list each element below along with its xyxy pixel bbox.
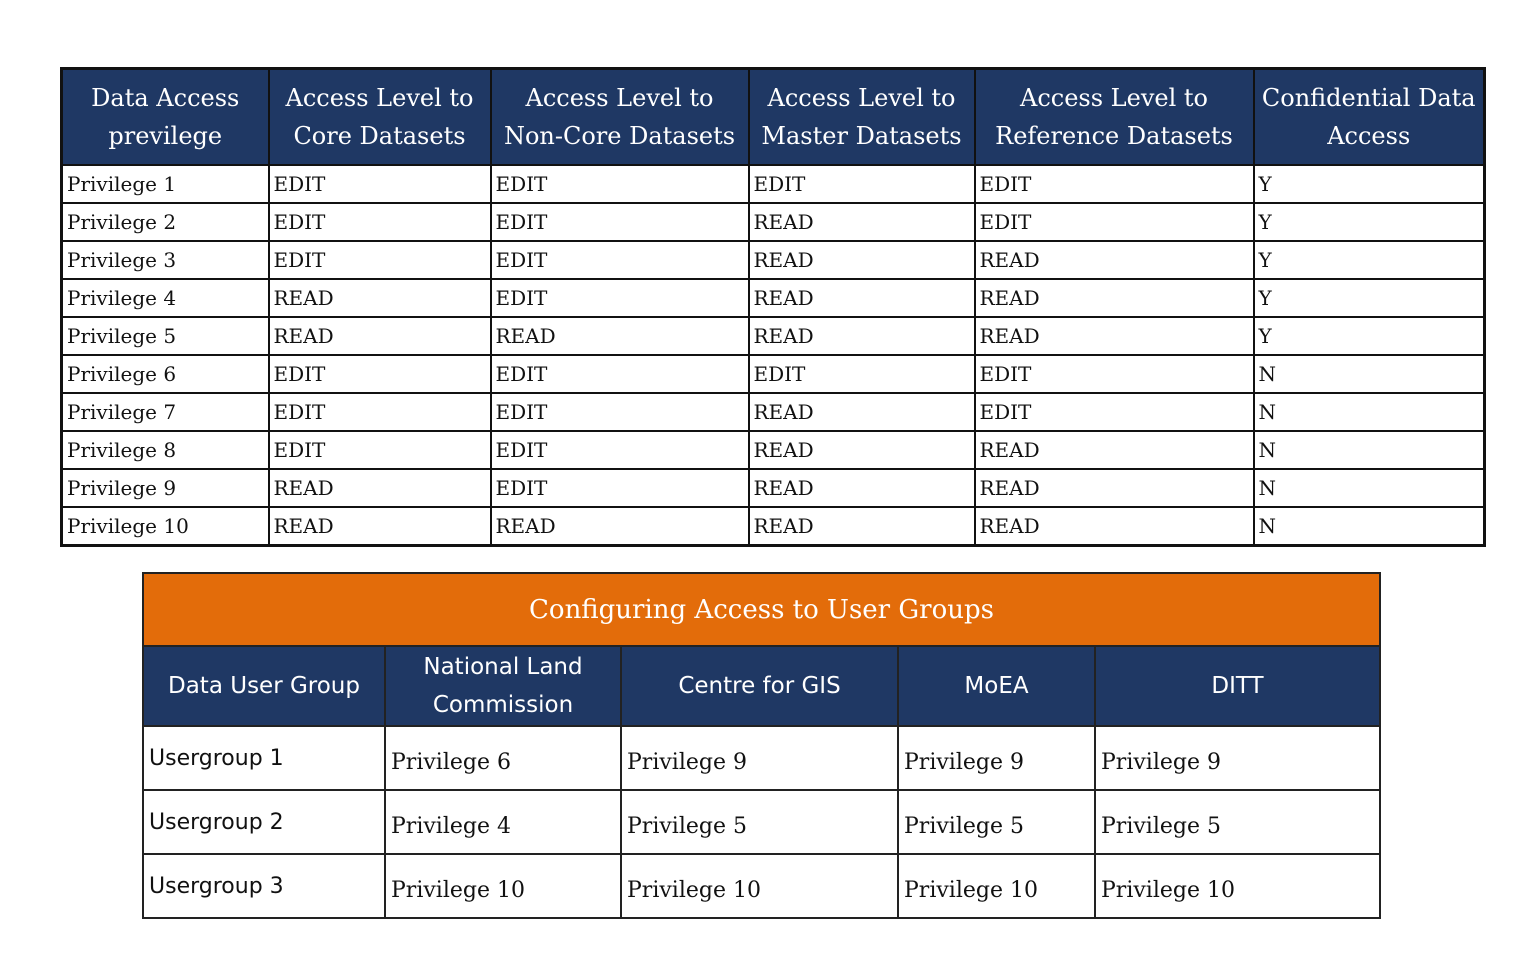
- privilege-table-body: [62, 165, 1485, 546]
- header-moea: MoEA: [898, 646, 1095, 726]
- table-cell: EDIT: [269, 165, 491, 203]
- header-centre-for-gis: Centre for GIS: [621, 646, 898, 726]
- header-ditt: DITT: [1095, 646, 1380, 726]
- table-cell: READ: [269, 279, 491, 317]
- table-row: [62, 317, 1485, 355]
- table-cell: READ: [749, 431, 975, 469]
- table-cell: EDIT: [491, 279, 749, 317]
- table-cell: EDIT: [975, 203, 1254, 241]
- table-cell: Privilege 9: [1095, 726, 1380, 790]
- table-row: [62, 241, 1485, 279]
- table-row: [143, 854, 1380, 918]
- table-cell: Privilege 7: [62, 393, 269, 431]
- header-data-access-privilege: Data Access previlege: [62, 69, 269, 166]
- table-cell: EDIT: [491, 431, 749, 469]
- table-cell: READ: [269, 507, 491, 546]
- table-cell: READ: [749, 279, 975, 317]
- table-cell: EDIT: [491, 203, 749, 241]
- table-row: [62, 355, 1485, 393]
- table-row: [62, 279, 1485, 317]
- table-cell: Privilege 1: [62, 165, 269, 203]
- table-cell: EDIT: [975, 355, 1254, 393]
- table-cell: EDIT: [269, 431, 491, 469]
- table-row: [62, 203, 1485, 241]
- table-cell: Privilege 5: [621, 790, 898, 854]
- table-cell: EDIT: [975, 165, 1254, 203]
- table-cell: Privilege 10: [898, 854, 1095, 918]
- user-group-table: [142, 572, 1381, 919]
- table-cell: READ: [975, 469, 1254, 507]
- table-cell: EDIT: [269, 241, 491, 279]
- table-row: [62, 431, 1485, 469]
- table-cell: Privilege 5: [62, 317, 269, 355]
- table-cell: Usergroup 3: [143, 854, 385, 918]
- table-cell: READ: [269, 317, 491, 355]
- header-reference-datasets: Access Level to Reference Datasets: [975, 69, 1254, 166]
- table-cell: EDIT: [491, 393, 749, 431]
- table-row: [62, 165, 1485, 203]
- table-cell: N: [1254, 431, 1485, 469]
- table-cell: Privilege 8: [62, 431, 269, 469]
- table-cell: Privilege 6: [385, 726, 621, 790]
- table-cell: READ: [749, 469, 975, 507]
- user-group-title-row: [143, 573, 1380, 646]
- table-cell: EDIT: [269, 355, 491, 393]
- table-cell: Privilege 3: [62, 241, 269, 279]
- table-cell: READ: [975, 317, 1254, 355]
- table-cell: Y: [1254, 165, 1485, 203]
- table-cell: Y: [1254, 241, 1485, 279]
- table-cell: Privilege 9: [62, 469, 269, 507]
- table-cell: READ: [749, 507, 975, 546]
- table-row: [62, 507, 1485, 546]
- table-row: [62, 393, 1485, 431]
- header-non-core-datasets: Access Level to Non-Core Datasets: [491, 69, 749, 166]
- table-cell: Usergroup 1: [143, 726, 385, 790]
- user-group-table-body: [143, 726, 1380, 918]
- table-cell: READ: [975, 279, 1254, 317]
- user-group-header-row: [143, 646, 1380, 726]
- table-cell: N: [1254, 469, 1485, 507]
- table-cell: EDIT: [491, 241, 749, 279]
- table-cell: Privilege 9: [621, 726, 898, 790]
- table-cell: Privilege 10: [621, 854, 898, 918]
- header-master-datasets: Access Level to Master Datasets: [749, 69, 975, 166]
- table-cell: READ: [749, 317, 975, 355]
- table-cell: Privilege 6: [62, 355, 269, 393]
- privilege-table-header-row: [62, 69, 1485, 166]
- table-cell: Y: [1254, 279, 1485, 317]
- table-row: [62, 469, 1485, 507]
- table-cell: READ: [269, 469, 491, 507]
- table-cell: Usergroup 2: [143, 790, 385, 854]
- table-cell: Privilege 10: [1095, 854, 1380, 918]
- table-cell: Y: [1254, 317, 1485, 355]
- table-cell: Y: [1254, 203, 1485, 241]
- table-cell: Privilege 2: [62, 203, 269, 241]
- header-core-datasets: Access Level to Core Datasets: [269, 69, 491, 166]
- header-national-land-commission: National Land Commission: [385, 646, 621, 726]
- table-cell: READ: [749, 241, 975, 279]
- table-row: [143, 790, 1380, 854]
- table-cell: Privilege 9: [898, 726, 1095, 790]
- table-cell: Privilege 4: [62, 279, 269, 317]
- table-cell: READ: [491, 317, 749, 355]
- table-cell: READ: [975, 241, 1254, 279]
- table-cell: READ: [975, 507, 1254, 546]
- table-cell: EDIT: [491, 355, 749, 393]
- table-cell: Privilege 10: [62, 507, 269, 546]
- table-cell: N: [1254, 507, 1485, 546]
- table-cell: N: [1254, 355, 1485, 393]
- table-cell: Privilege 10: [385, 854, 621, 918]
- table-cell: EDIT: [491, 165, 749, 203]
- table-cell: Privilege 5: [898, 790, 1095, 854]
- privilege-table: [60, 67, 1486, 547]
- user-group-table-title: Configuring Access to User Groups: [143, 573, 1380, 646]
- header-data-user-group: Data User Group: [143, 646, 385, 726]
- table-cell: Privilege 4: [385, 790, 621, 854]
- table-cell: EDIT: [269, 203, 491, 241]
- table-cell: Privilege 5: [1095, 790, 1380, 854]
- table-cell: READ: [749, 393, 975, 431]
- table-row: [143, 726, 1380, 790]
- table-cell: N: [1254, 393, 1485, 431]
- table-cell: EDIT: [269, 393, 491, 431]
- table-cell: EDIT: [491, 469, 749, 507]
- header-confidential-data-access: Confidential Data Access: [1254, 69, 1485, 166]
- table-cell: EDIT: [749, 355, 975, 393]
- table-cell: READ: [975, 431, 1254, 469]
- table-cell: READ: [749, 203, 975, 241]
- table-cell: READ: [491, 507, 749, 546]
- table-cell: EDIT: [975, 393, 1254, 431]
- table-cell: EDIT: [749, 165, 975, 203]
